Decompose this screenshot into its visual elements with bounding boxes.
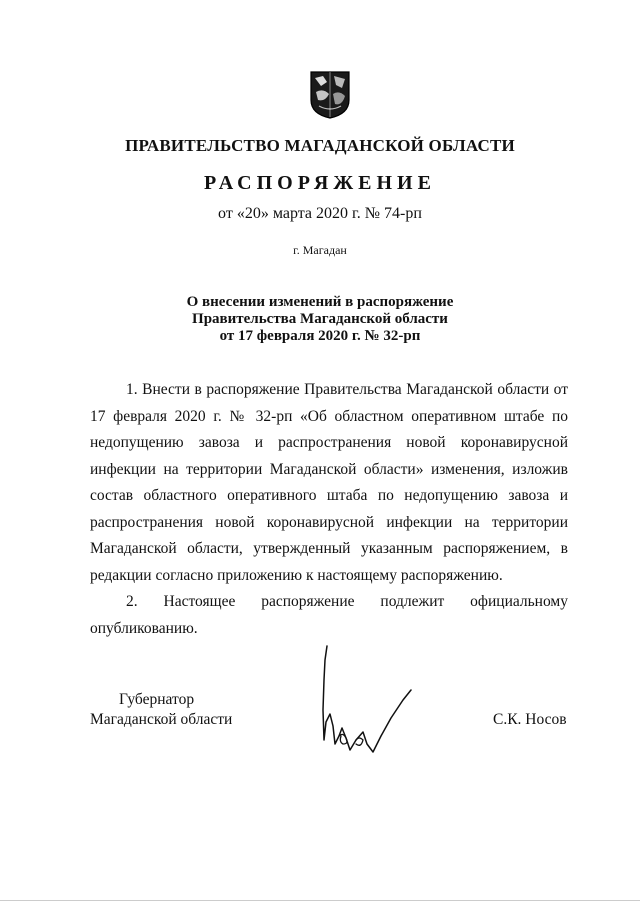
subject-line: О внесении изменений в распоряжение — [186, 294, 454, 310]
document-city: г. Магадан — [293, 243, 347, 257]
document-body — [90, 377, 568, 642]
signatory-name: С.К. Носов — [493, 711, 567, 728]
document-type: РАСПОРЯЖЕНИЕ — [204, 172, 436, 194]
government-title: ПРАВИТЕЛЬСТВО МАГАДАНСКОЙ ОБЛАСТИ — [125, 136, 515, 155]
signatory-role-line: Магаданской области — [90, 711, 233, 728]
subject-line: Правительства Магаданской области — [192, 311, 448, 327]
body-paragraph-2: 2. Настоящее распоряжение подлежит официальному опубликованию. — [90, 593, 568, 637]
handwritten-signature — [313, 640, 423, 760]
document-date-number: от «20» марта 2020 г. № 74-рп — [218, 205, 422, 222]
page-bottom-edge — [0, 900, 640, 901]
body-paragraph-1: 1. Внести в распоряжение Правительства Магаданской области от 17 февраля 2020 г. № 32-рп «Об областном оперативном штабе по недопущению завоза и распространения новой коронавирусной инфекции на территории Магаданской области» изменения, изложив состав областного оперативного штаба по недопущению завоза и распространения новой коронавирусной инфекции на территории Магаданской области, утвержденный указанным распоряжением, в редакции согласно приложению к настоящему распоряжению. — [90, 381, 568, 584]
document-subject — [0, 294, 640, 345]
coat-of-arms-icon — [309, 70, 351, 120]
signatory-role — [90, 690, 232, 730]
subject-line: от 17 февраля 2020 г. № 32-рп — [219, 328, 421, 344]
signatory-role-line: Губернатор — [119, 691, 195, 708]
